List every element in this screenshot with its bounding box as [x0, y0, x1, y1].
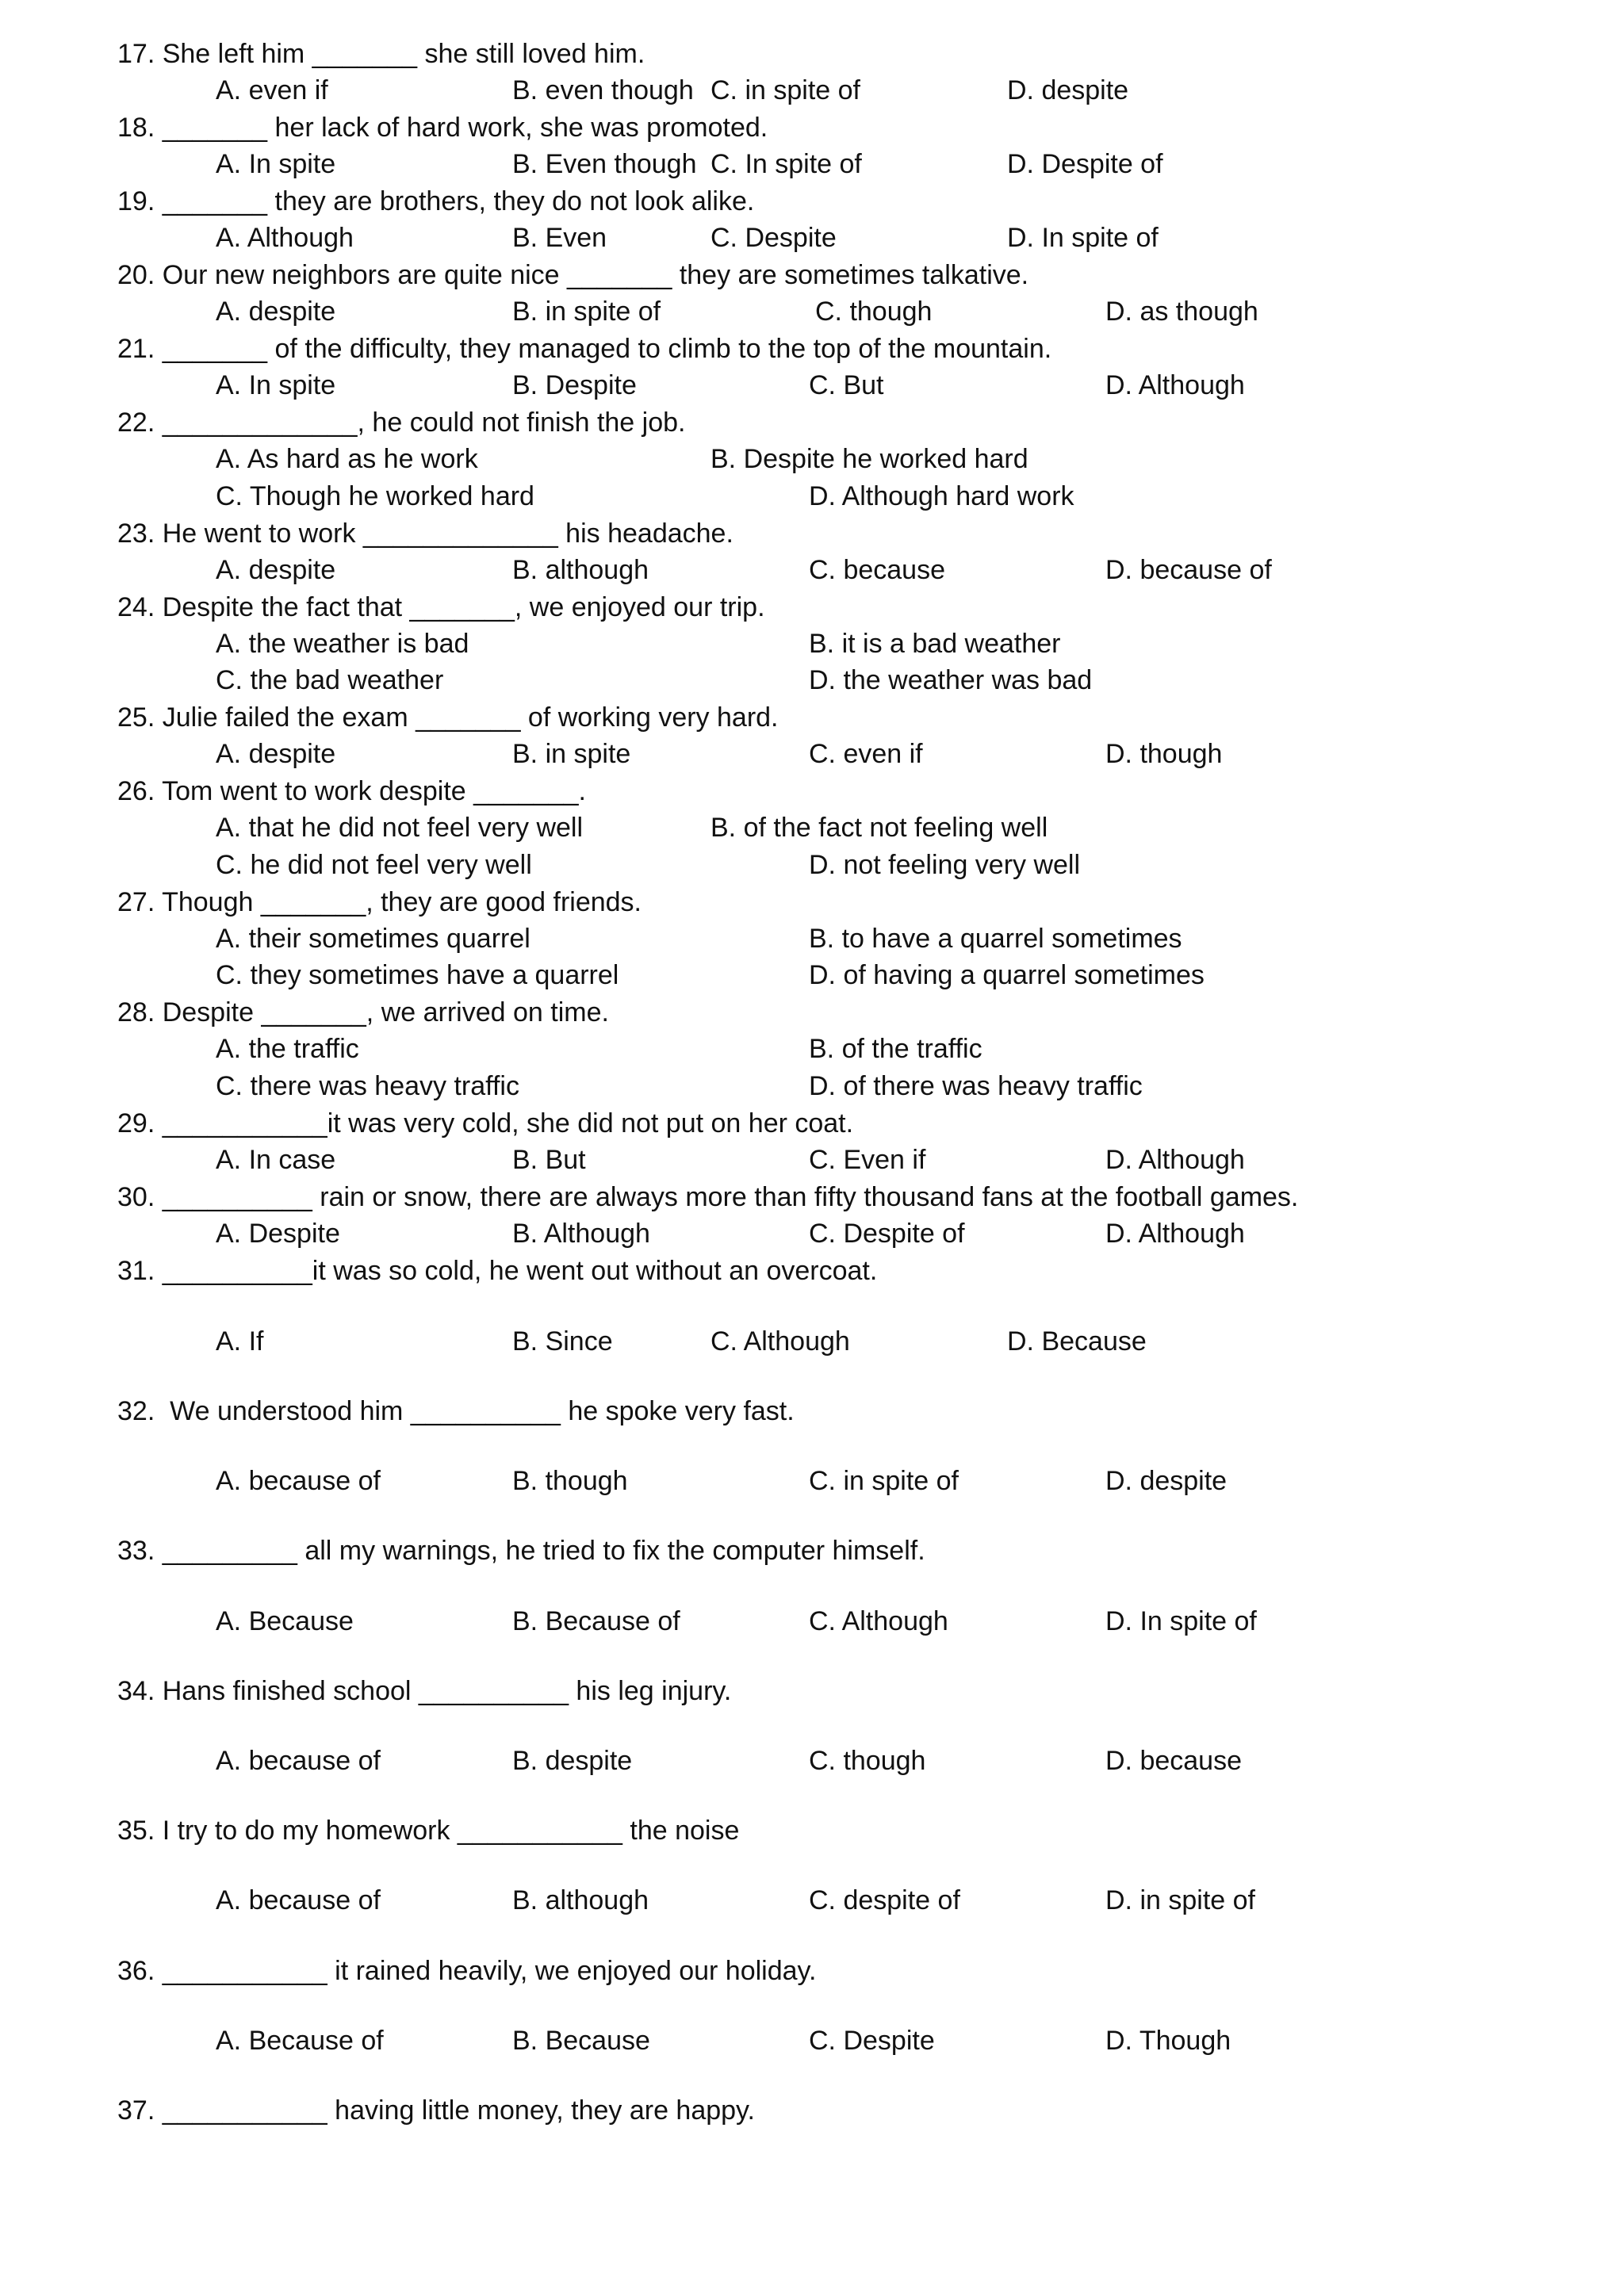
answer-option-a: A. In spite [216, 370, 336, 400]
answer-option-d: D. not feeling very well [809, 850, 1081, 880]
question-stem: 20. Our new neighbors are quite nice _______ they are sometimes talkative. [117, 260, 1029, 290]
answer-option-a: A. the traffic [216, 1034, 359, 1064]
answer-option-a: A. their sometimes quarrel [216, 924, 530, 954]
answer-option-a: A. As hard as he work [216, 444, 478, 474]
answer-option-c: C. there was heavy traffic [216, 1071, 519, 1101]
answer-option-d: D. Although hard work [809, 481, 1074, 511]
answer-option-b: B. to have a quarrel sometimes [809, 924, 1182, 954]
answer-option-a: A. Although [216, 223, 354, 253]
answer-option-c: C. though [809, 1746, 926, 1776]
question-stem: 26. Tom went to work despite _______. [117, 776, 586, 806]
answer-option-c: C. even if [809, 739, 923, 769]
question-stem: 30. __________ rain or snow, there are always more than fifty thousand fans at the football games. [117, 1182, 1299, 1212]
answer-option-a: A. that he did not feel very well [216, 813, 584, 843]
answer-option-b: B. Since [512, 1326, 613, 1357]
answer-option-c: C. But [809, 370, 884, 400]
answer-option-a: A. despite [216, 739, 336, 769]
answer-option-d: D. in spite of [1105, 1885, 1255, 1915]
answer-option-d: D. of having a quarrel sometimes [809, 960, 1205, 990]
answer-option-c: C. the bad weather [216, 665, 444, 695]
answer-option-c: C. they sometimes have a quarrel [216, 960, 619, 990]
answer-option-c: C. In spite of [710, 149, 862, 179]
question-stem: 31. __________it was so cold, he went out without an overcoat. [117, 1256, 878, 1286]
answer-option-b: B. Although [512, 1219, 650, 1249]
answer-option-c: C. Though he worked hard [216, 481, 534, 511]
answer-option-b: B. though [512, 1466, 628, 1496]
answer-option-b: B. although [512, 555, 649, 585]
answer-option-b: B. in spite [512, 739, 631, 769]
answer-option-b: B. it is a bad weather [809, 629, 1061, 659]
answer-option-d: D. In spite of [1105, 1606, 1257, 1636]
answer-option-c: C. because [809, 555, 945, 585]
question-stem: 24. Despite the fact that _______, we enjoyed our trip. [117, 592, 765, 622]
answer-option-a: A. In case [216, 1145, 336, 1175]
answer-option-d: D. the weather was bad [809, 665, 1093, 695]
answer-option-b: B. in spite of [512, 297, 661, 327]
answer-option-c: C. Although [710, 1326, 850, 1357]
answer-option-c: C. Even if [809, 1145, 926, 1175]
question-stem: 35. I try to do my homework ___________ the noise [117, 1816, 740, 1846]
answer-option-b: B. But [512, 1145, 586, 1175]
answer-option-b: B. even though [512, 75, 694, 105]
question-stem: 32. We understood him __________ he spoke very fast. [117, 1396, 795, 1426]
answer-option-c: C. Despite of [809, 1219, 965, 1249]
answer-option-a: A. Because [216, 1606, 354, 1636]
answer-option-c: C. Although [809, 1606, 948, 1636]
answer-option-b: B. Even [512, 223, 607, 253]
answer-option-a: A. despite [216, 297, 336, 327]
answer-option-c: C. in spite of [710, 75, 860, 105]
answer-option-b: B. despite [512, 1746, 633, 1776]
answer-option-c: C. despite of [809, 1885, 960, 1915]
answer-option-a: A. Despite [216, 1219, 340, 1249]
question-stem: 22. _____________, he could not finish the job. [117, 408, 686, 438]
answer-option-a: A. even if [216, 75, 328, 105]
answer-option-b: B. Because [512, 2026, 650, 2056]
question-stem: 37. ___________ having little money, they are happy. [117, 2095, 755, 2126]
answer-option-d: D. despite [1007, 75, 1129, 105]
answer-option-b: B. Despite he worked hard [710, 444, 1028, 474]
answer-option-b: B. although [512, 1885, 649, 1915]
question-stem: 19. _______ they are brothers, they do not look alike. [117, 186, 755, 216]
answer-option-a: A. because of [216, 1885, 381, 1915]
question-stem: 25. Julie failed the exam _______ of working very hard. [117, 702, 779, 733]
question-stem: 18. _______ her lack of hard work, she was promoted. [117, 113, 768, 143]
question-stem: 27. Though _______, they are good friends. [117, 887, 642, 917]
answer-option-a: A. Because of [216, 2026, 384, 2056]
answer-option-c: C. in spite of [809, 1466, 959, 1496]
answer-option-d: D. In spite of [1007, 223, 1159, 253]
answer-option-d: D. Though [1105, 2026, 1231, 2056]
answer-option-b: B. Even though [512, 149, 697, 179]
answer-option-b: B. of the fact not feeling well [710, 813, 1048, 843]
answer-option-d: D. Although [1105, 1145, 1245, 1175]
answer-option-c: C. Despite [809, 2026, 935, 2056]
answer-option-c: C. though [815, 297, 933, 327]
answer-option-d: D. Because [1007, 1326, 1147, 1357]
answer-option-d: D. Despite of [1007, 149, 1163, 179]
question-stem: 28. Despite _______, we arrived on time. [117, 997, 609, 1027]
answer-option-a: A. If [216, 1326, 264, 1357]
answer-option-d: D. despite [1105, 1466, 1228, 1496]
answer-option-b: B. of the traffic [809, 1034, 982, 1064]
question-stem: 21. _______ of the difficulty, they managed to climb to the top of the mountain. [117, 334, 1052, 364]
question-stem: 29. ___________it was very cold, she did not put on her coat. [117, 1108, 854, 1138]
answer-option-b: B. Because of [512, 1606, 680, 1636]
answer-option-d: D. Although [1105, 370, 1245, 400]
question-stem: 23. He went to work _____________ his headache. [117, 519, 733, 549]
answer-option-d: D. Although [1105, 1219, 1245, 1249]
answer-option-a: A. In spite [216, 149, 336, 179]
question-stem: 36. ___________ it rained heavily, we enjoyed our holiday. [117, 1956, 817, 1986]
answer-option-a: A. because of [216, 1466, 381, 1496]
answer-option-d: D. because of [1105, 555, 1272, 585]
question-stem: 17. She left him _______ she still loved him. [117, 39, 645, 69]
question-stem: 34. Hans finished school __________ his leg injury. [117, 1676, 732, 1706]
answer-option-a: A. despite [216, 555, 336, 585]
answer-option-a: A. because of [216, 1746, 381, 1776]
answer-option-d: D. of there was heavy traffic [809, 1071, 1143, 1101]
answer-option-d: D. as though [1105, 297, 1258, 327]
answer-option-b: B. Despite [512, 370, 637, 400]
answer-option-d: D. because [1105, 1746, 1242, 1776]
answer-option-d: D. though [1105, 739, 1223, 769]
answer-option-c: C. he did not feel very well [216, 850, 532, 880]
answer-option-a: A. the weather is bad [216, 629, 469, 659]
question-stem: 33. _________ all my warnings, he tried to fix the computer himself. [117, 1536, 925, 1566]
answer-option-c: C. Despite [710, 223, 837, 253]
